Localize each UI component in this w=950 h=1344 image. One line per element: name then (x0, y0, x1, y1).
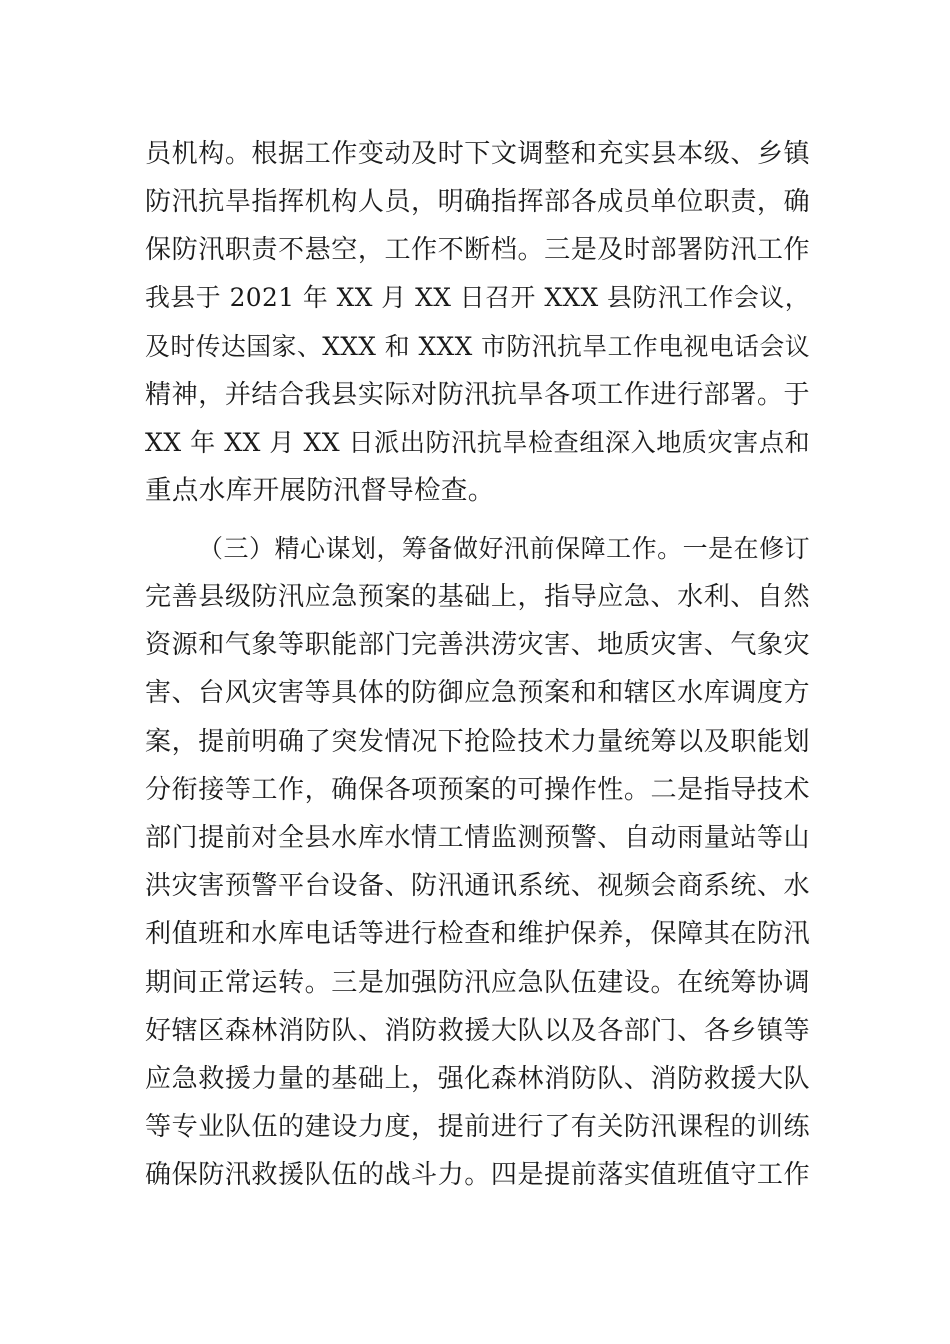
text-line: 防汛抗旱指挥机构人员，明确指挥部各成员单位职责，确 (145, 187, 810, 217)
text-line: 好辖区森林消防队、消防救援大队以及各部门、各乡镇等 (145, 1016, 810, 1046)
text-line: 利值班和水库电话等进行检查和维护保养，保障其在防汛 (145, 919, 810, 949)
text-line: 确保防汛救援队伍的战斗力。四是提前落实值班值守工作 (145, 1160, 810, 1190)
text-line: 害、台风灾害等具体的防御应急预案和和辖区水库调度方 (145, 678, 810, 708)
text-line: 保防汛职责不悬空，工作不断档。三是及时部署防汛工作 (145, 235, 810, 265)
text-line: 期间正常运转。三是加强防汛应急队伍建设。在统筹协调 (145, 968, 810, 998)
text-line: 应急救援力量的基础上，强化森林消防队、消防救援大队 (145, 1064, 810, 1094)
text-line: 分衔接等工作，确保各项预案的可操作性。二是指导技术 (145, 775, 810, 805)
text-line: 资源和气象等职能部门完善洪涝灾害、地质灾害、气象灾 (145, 630, 810, 660)
text-line: 及时传达国家、XXX 和 XXX 市防汛抗旱工作电视电话会议 (145, 332, 810, 361)
text-line: XX 年 XX 月 XX 日派出防汛抗旱检查组深入地质灾害点和 (145, 428, 810, 457)
section-heading-line: （三）精心谋划，筹备做好汛前保障工作。一是在修订 (198, 534, 810, 563)
text-line: 案，提前明确了突发情况下抢险技术力量统筹以及职能划 (145, 727, 810, 757)
text-line: 等专业队伍的建设力度，提前进行了有关防汛课程的训练 (145, 1112, 810, 1142)
text-line: 洪灾害预警平台设备、防汛通讯系统、视频会商系统、水 (145, 871, 810, 901)
text-line: 员机构。根据工作变动及时下文调整和充实县本级、乡镇 (145, 139, 810, 169)
text-line: 部门提前对全县水库水情工情监测预警、自动雨量站等山 (145, 823, 810, 853)
text-line: 精神，并结合我县实际对防汛抗旱各项工作进行部署。于 (145, 380, 810, 410)
text-line: 完善县级防汛应急预案的基础上，指导应急、水利、自然 (145, 582, 810, 612)
text-line: 我县于 2021 年 XX 月 XX 日召开 XXX 县防汛工作会议， (145, 283, 810, 312)
text-line: 重点水库开展防汛督导检查。 (145, 475, 495, 506)
